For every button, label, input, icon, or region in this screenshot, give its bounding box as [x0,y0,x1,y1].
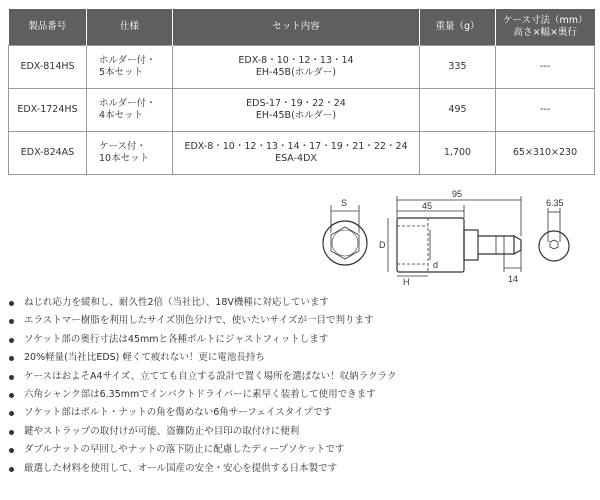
bullet-icon [9,393,14,398]
bullet-icon [9,301,14,306]
header-spec: 仕様 [87,9,173,46]
feature-text: ソケット部はボルト・ナットの角を傷めない6角サーフェイスタイプです [24,407,333,419]
dim-d-small-label: d [433,260,439,270]
bullet-icon [9,375,14,380]
dim-45-label: 45 [422,201,433,211]
bullet-icon [9,356,14,361]
bullet-icon [9,448,14,453]
header-model: 製品番号 [9,9,87,46]
list-item [8,441,594,459]
cell-case-size: 65×310×230 [496,132,595,175]
spec-table [8,9,595,175]
feature-text: 厳選した材料を使用して、オール国産の安全・安心を提供する日本製です [24,462,338,474]
socket-side-view [397,218,521,272]
bullet-icon [9,430,14,435]
bullet-icon [9,319,14,324]
feature-text: 20%軽量(当社比EDS) 軽くて疲れない！更に電池長持ち [24,352,265,364]
feature-text: エラストマー樹脂を利用したサイズ別色分けで、使いたいサイズが一目で判ります [24,315,374,327]
cell-case-size: --- [496,46,595,89]
table-row [9,46,595,89]
cell-contents: EDX-8・10・12・13・14 EH-45B(ホルダー) [173,46,420,89]
dim-d-large-label: D [379,240,386,250]
socket-end-view [323,221,367,265]
cell-contents: EDX-8・10・12・13・14・17・19・21・22・24 ESA-4DX [173,132,420,175]
feature-text: ケースはおよそA4サイズ、立てても自立する設計で置く場所を選ばない！収納ラクラク [24,370,397,382]
header-weight: 重量（g） [420,9,496,46]
cell-spec: ホルダー付・ 5本セット [87,46,173,89]
feature-text: ねじれ応力を緩和し、耐久性2倍（当社比）、18V機種に対応しています [24,297,329,308]
feature-text: 鍵やストラップの取付けが可能、盗難防止や目印の取付けに便利 [24,425,300,437]
cell-model: EDX-824AS [9,132,87,175]
bullet-icon [9,338,14,343]
table-header-row [9,9,595,46]
list-item [8,368,594,386]
dim-hex-label: 6.35 [546,198,564,208]
table-row [9,132,595,175]
cell-model: EDX-1724HS [9,89,87,132]
cell-weight: 495 [420,89,496,132]
socket-dimension-drawing [318,188,588,288]
feature-text: ダブルナットの早回しやナットの落下防止に配慮したディープソケットです [24,444,345,456]
list-item [8,331,594,349]
cell-contents: EDS-17・19・22・24 EH-45B(ホルダー) [173,89,420,132]
cell-spec: ホルダー付・ 4本セット [87,89,173,132]
feature-text: ソケット部の奥行寸法は45mmと各種ボルトにジャストフィットします [24,333,329,345]
list-item [8,460,594,478]
dim-h-label: H [403,277,410,287]
list-item [8,349,594,367]
bullet-icon [9,467,14,472]
dim-95-lines [397,196,521,236]
shank-end-view [539,231,569,261]
cell-weight: 1,700 [420,132,496,175]
dim-95-label: 95 [452,189,463,199]
feature-text: 六角シャンク部は6.35mmでインパクトドライバーに素早く装着して使用できます [24,388,376,400]
cell-model: EDX-814HS [9,46,87,89]
list-item [8,294,594,312]
list-item [8,404,594,422]
list-item [8,423,594,441]
cell-spec: ケース付・ 10本セット [87,132,173,175]
cell-case-size: --- [496,89,595,132]
list-item [8,312,594,330]
dim-14-label: 14 [508,274,519,284]
cell-weight: 335 [420,46,496,89]
table-row [9,89,595,132]
feature-list [8,294,594,478]
list-item [8,386,594,404]
header-case-size: ケース寸法（mm） 高さ×幅×奥行 [496,9,595,46]
dim-s-lines [331,205,359,233]
bullet-icon [9,411,14,416]
header-contents: セット内容 [173,9,420,46]
dim-s-label: S [341,198,348,208]
